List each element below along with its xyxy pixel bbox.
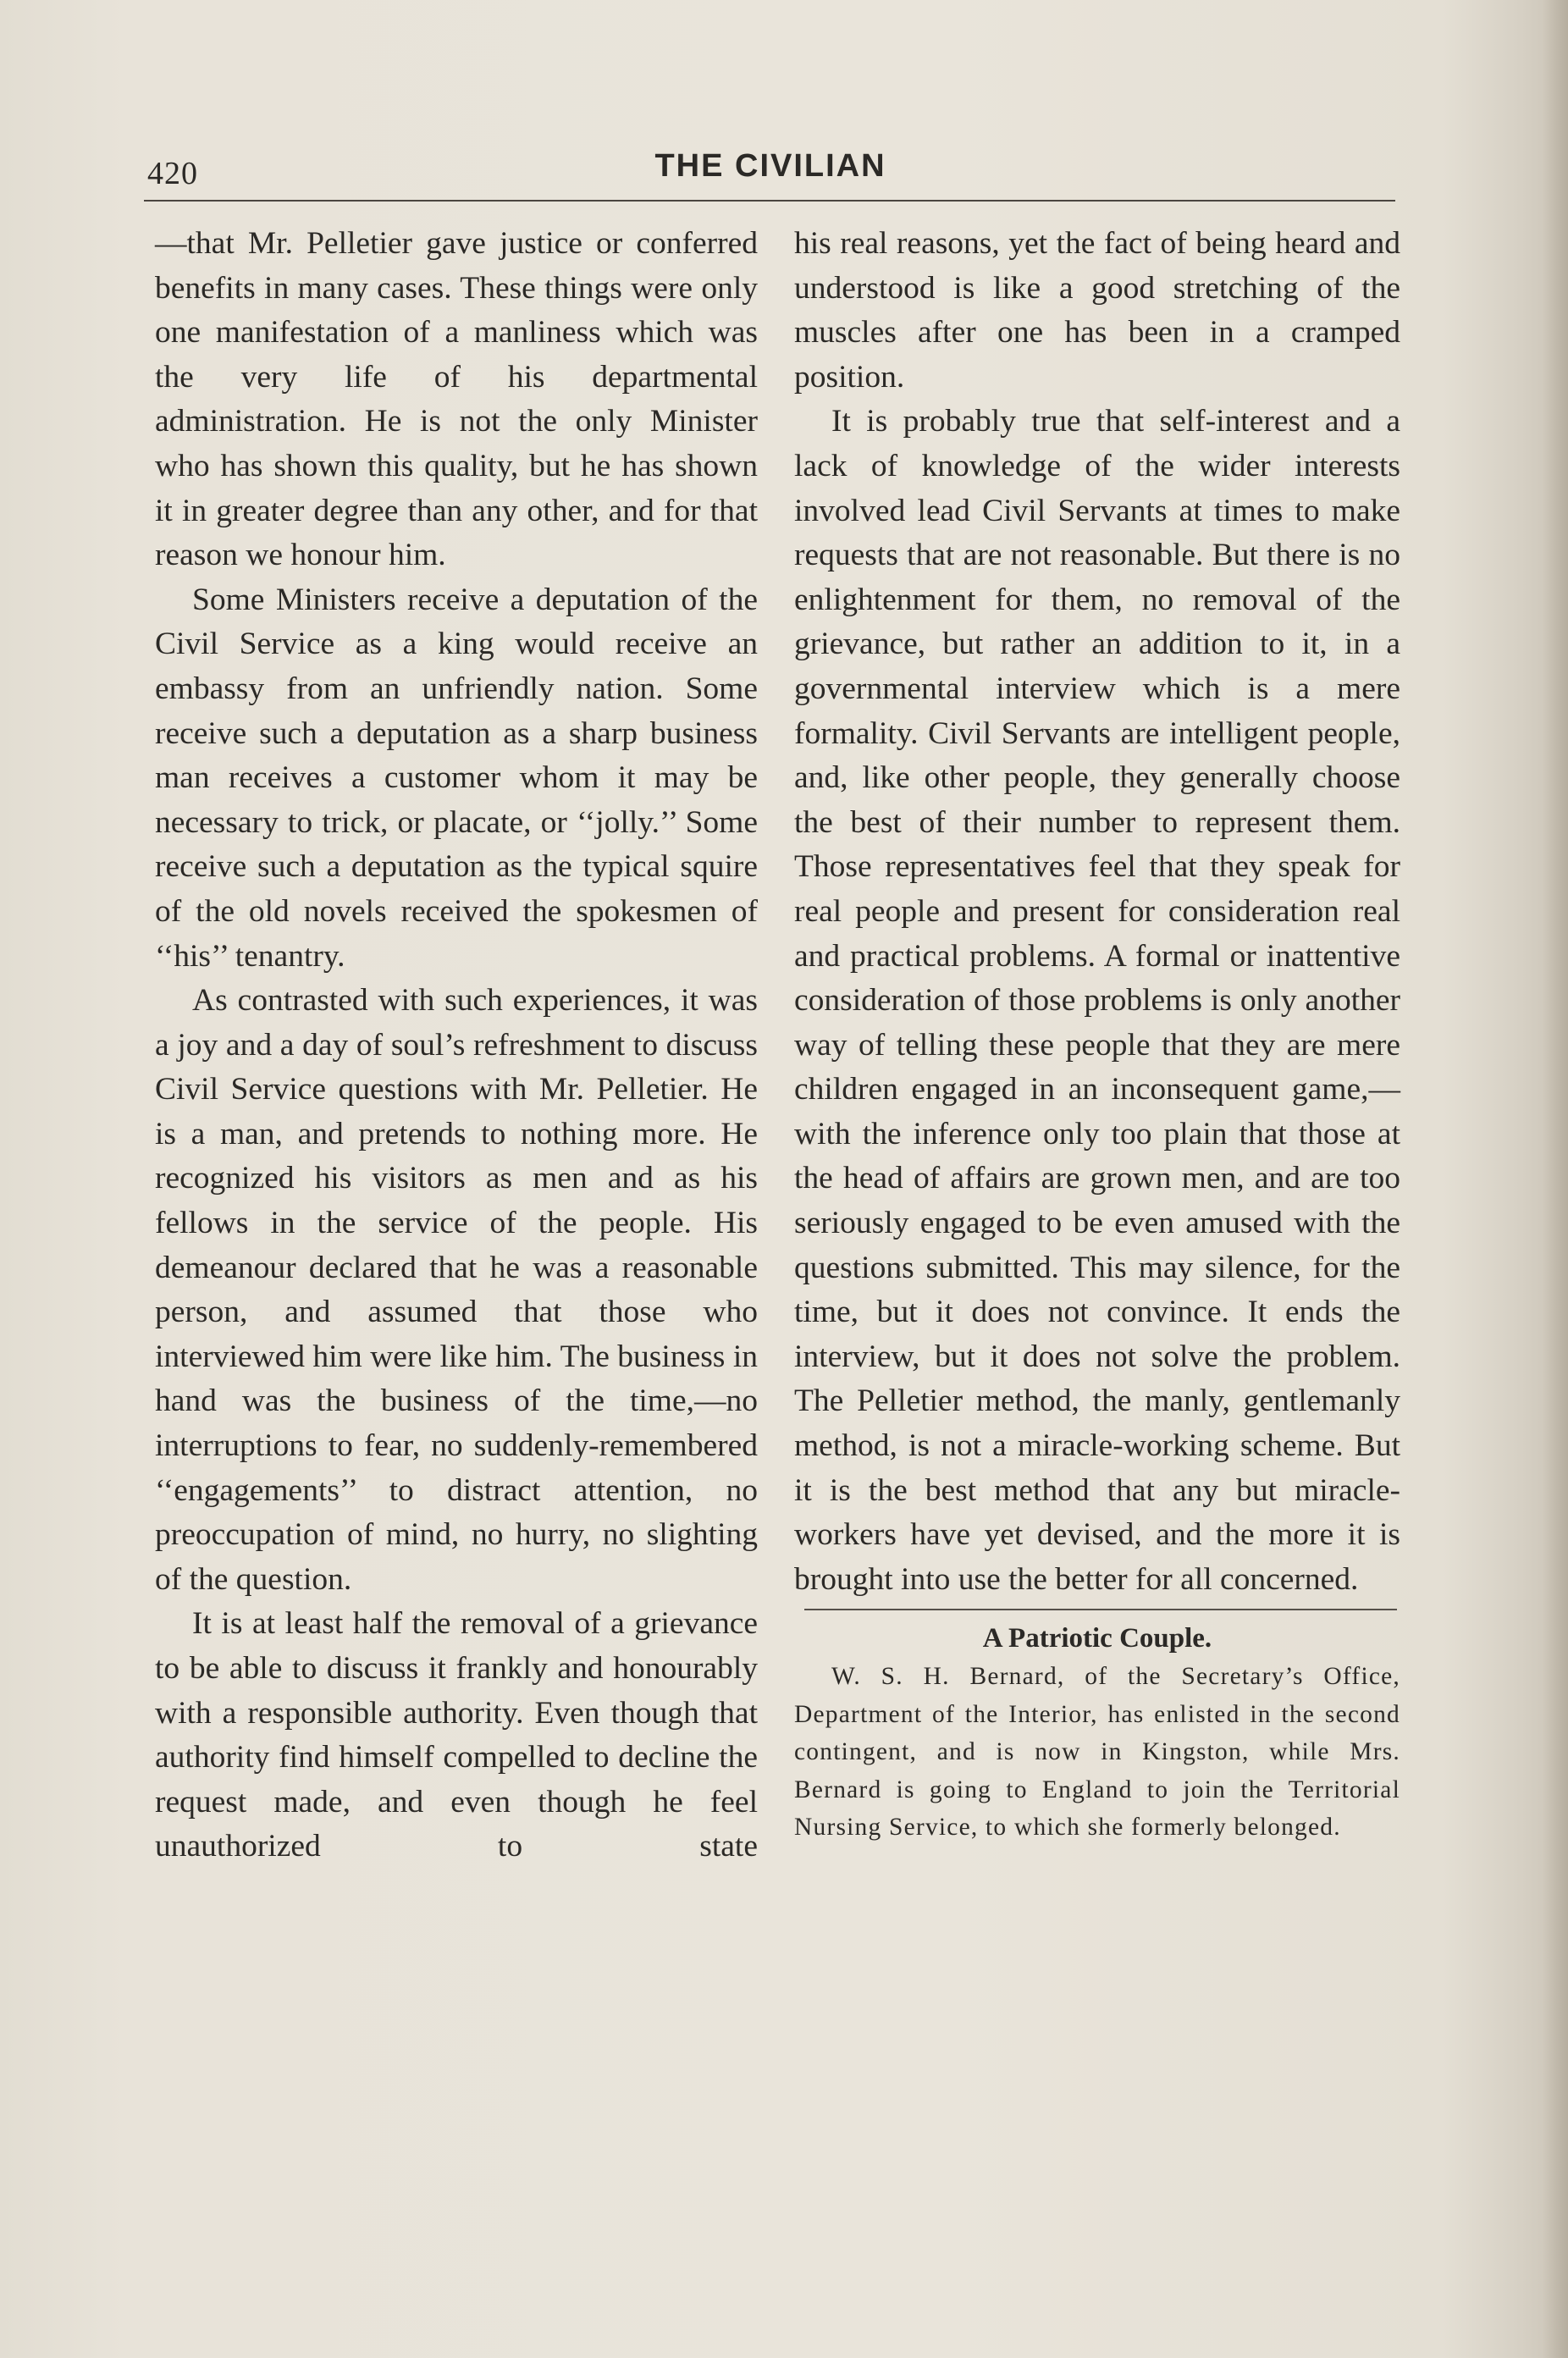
notice-title: A Patriotic Couple. <box>982 1623 1212 1654</box>
paragraph: It is probably true that self-interest and a lack of knowledge of the wider interests involved lead Civil Servants at times to make requests that are not reasonable. But there is no enlightenment for them, no removal of the grievance, but rather an addition to it, in a governmental interview which is a mere formality. Civil Servants are intelligent people, and, like other people, they generally choose the best of their number to represent them. Those representatives feel that they speak for real people and present for consideration real and practical problems. A formal or inattentive consideration of those problems is only another way of telling these people that they are mere children engaged in an inconsequent game,—with the inference only too plain that those at the head of affairs are grown men, and are too seriously engaged to be even amused with the questions submitted. This may silence, for the time, but it does not convince. It ends the interview, but it does not solve the problem. The Pelletier method, the manly, gentlemanly method, is not a miracle-working scheme. But it is the best method that any but miracle-workers have yet devised, and the more it is brought into use the better for all concerned. <box>794 404 1400 1597</box>
section-divider <box>804 1609 1397 1610</box>
page-number: 420 <box>147 156 198 191</box>
paragraph: As contrasted with such experiences, it was a joy and a day of soul’s refreshment to discuss Civil Service questions with Mr. Pelletier. He is a man, and pretends to nothing more. He recognized his visitors as men and as his fellows in the service of the people. His demeanour declared that he was a reasonable person, and assumed that those who interviewed him were like him. The business in hand was the business of the time,—no interruptions to fear, no suddenly-remembered ‘‘engagements’’ to distract attention, no preoccupation of mind, no hurry, no slighting of the question. <box>155 983 758 1597</box>
paragraph: Some Ministers receive a deputation of the Civil Service as a king would receive an embassy from an unfriendly nation. Some receive such a deputation as a sharp business man receives a customer whom it may be necessary to trick, or placate, or ‘‘jolly.’’ Some receive such a deputation as the typical squire of the old novels received the spokesmen of ‘‘his’’ tenantry. <box>155 582 758 974</box>
notice <box>794 1619 1400 1847</box>
right-column <box>794 222 1400 1847</box>
paragraph: his real reasons, yet the fact of being heard and understood is like a good stretching of the muscles after one has been in a cramped position. <box>794 226 1400 395</box>
left-column <box>155 222 758 1869</box>
page-header <box>144 148 1397 199</box>
page-spine-shadow <box>1543 0 1568 2358</box>
header-rule <box>144 200 1395 202</box>
running-title: THE CIVILIAN <box>654 148 886 184</box>
notice-body: W. S. H. Bernard, of the Secretary’s Office, Department of the Interior, has enlisted in the second contingent, and is now in Kingston, while Mrs. Bernard is going to England to join the Territorial Nursing Service, to which she formerly belonged. <box>794 1663 1400 1842</box>
paragraph: —that Mr. Pelletier gave justice or conferred benefits in many cases. These things were only one manifestation of a manliness which was the very life of his departmental administration. He is not the only Minister who has shown this quality, but he has shown it in greater degree than any other, and for that reason we honour him. <box>155 226 758 573</box>
paragraph: It is at least half the removal of a grievance to be able to discuss it frankly and honourably with a responsible authority. Even though that authority find himself compelled to decline the request made, and even though he feel unauthorized to state <box>155 1606 758 1864</box>
